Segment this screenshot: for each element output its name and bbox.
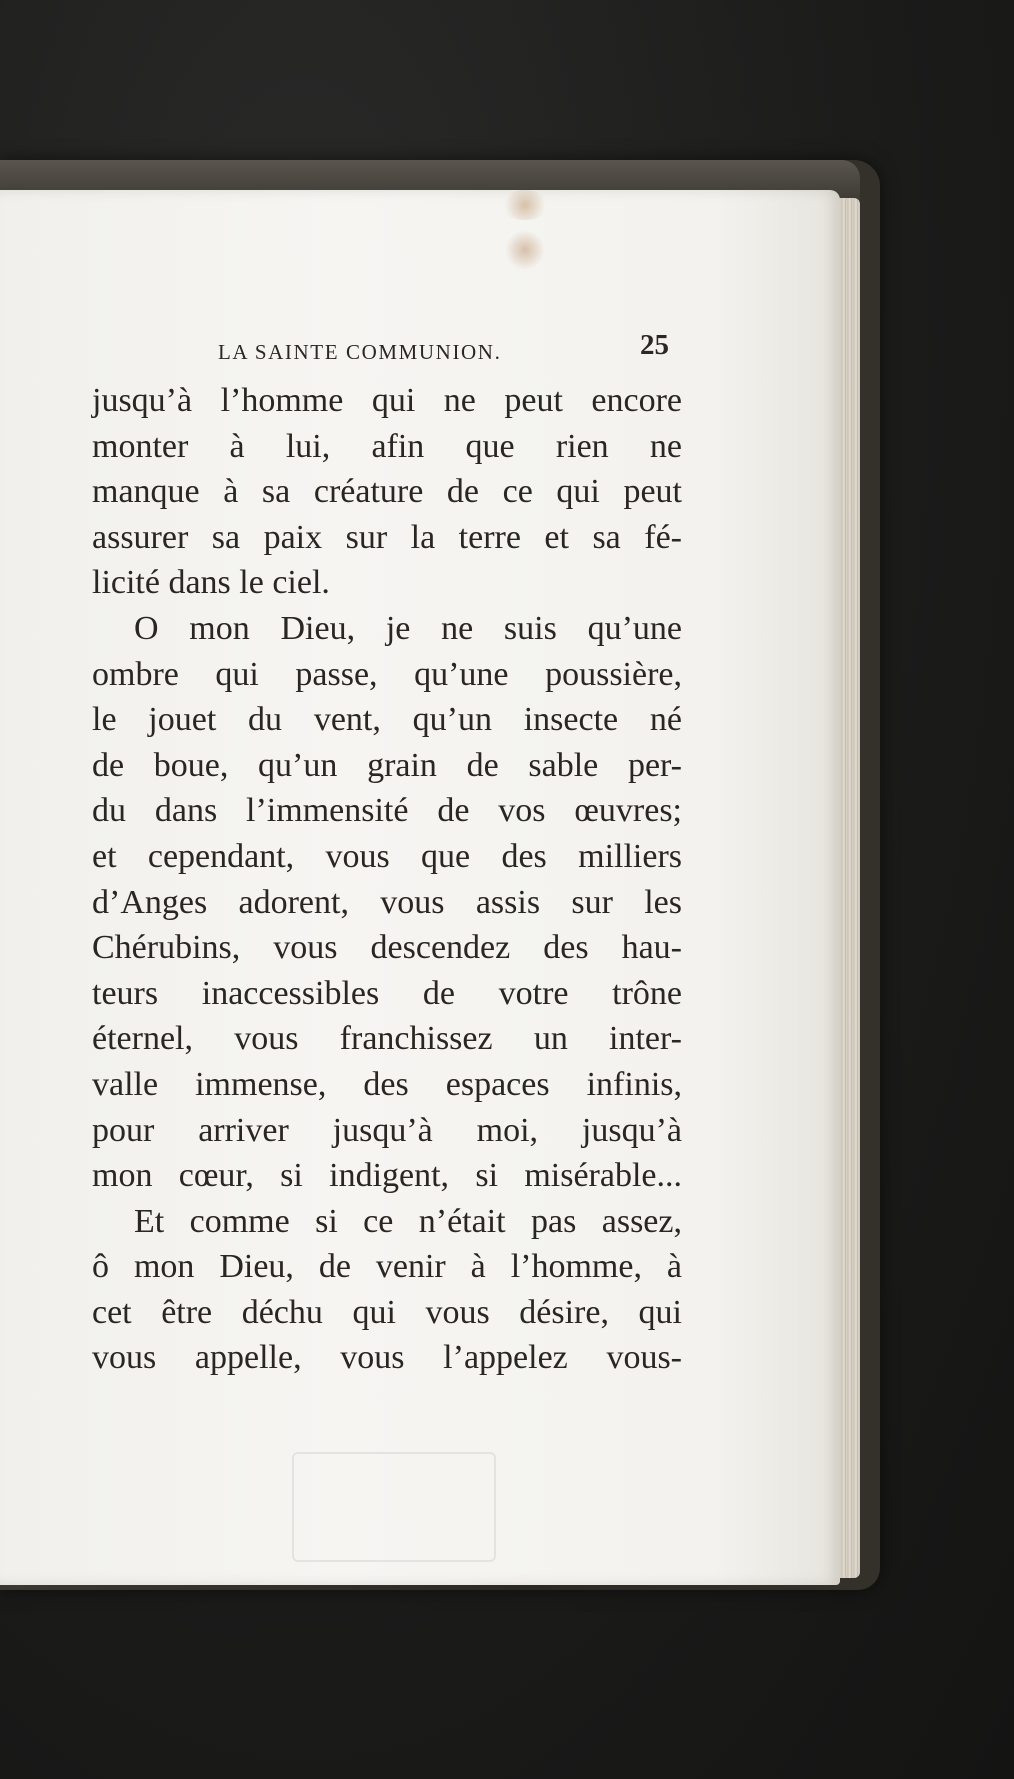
text-line: du dans l’immensité de vos œuvres; bbox=[92, 792, 682, 830]
text-line: ombre qui passe, qu’une poussière, bbox=[92, 655, 682, 693]
text-line: vous appelle, vous l’appelez vous- bbox=[92, 1339, 682, 1377]
text-line: mon cœur, si indigent, si misérable... bbox=[92, 1157, 682, 1195]
text-line: assurer sa paix sur la terre et sa fé- bbox=[92, 518, 682, 556]
text-block bbox=[92, 378, 682, 1381]
page-number: 25 bbox=[640, 329, 669, 361]
text-line: éternel, vous franchissez un inter- bbox=[92, 1020, 682, 1058]
text-line: ô mon Dieu, de venir à l’homme, à bbox=[92, 1248, 682, 1286]
text-line: valle immense, des espaces infinis, bbox=[92, 1065, 682, 1103]
paper-stain bbox=[505, 230, 545, 270]
text-line: O mon Dieu, je ne suis qu’une bbox=[134, 609, 682, 647]
faded-library-stamp bbox=[292, 1452, 496, 1562]
text-line: manque à sa créature de ce qui peut bbox=[92, 473, 682, 511]
text-line: d’Anges adorent, vous assis sur les bbox=[92, 883, 682, 921]
paper-stain bbox=[500, 190, 550, 220]
text-line: pour arriver jusqu’à moi, jusqu’à bbox=[92, 1111, 682, 1149]
text-line: monter à lui, afin que rien ne bbox=[92, 427, 682, 465]
text-line: le jouet du vent, qu’un insecte né bbox=[92, 701, 682, 739]
text-line: teurs inaccessibles de votre trône bbox=[92, 974, 682, 1012]
text-line: jusqu’à l’homme qui ne peut encore bbox=[92, 382, 682, 419]
text-line: et cependant, vous que des milliers bbox=[92, 837, 682, 875]
text-line: Chérubins, vous descendez des hau- bbox=[92, 929, 682, 967]
text-line: licité dans le ciel. bbox=[92, 564, 330, 602]
text-line: cet être déchu qui vous désire, qui bbox=[92, 1293, 682, 1331]
running-head: LA SAINTE COMMUNION. bbox=[218, 340, 502, 364]
text-line: de boue, qu’un grain de sable per- bbox=[92, 746, 682, 784]
text-line: Et comme si ce n’était pas assez, bbox=[134, 1202, 682, 1240]
